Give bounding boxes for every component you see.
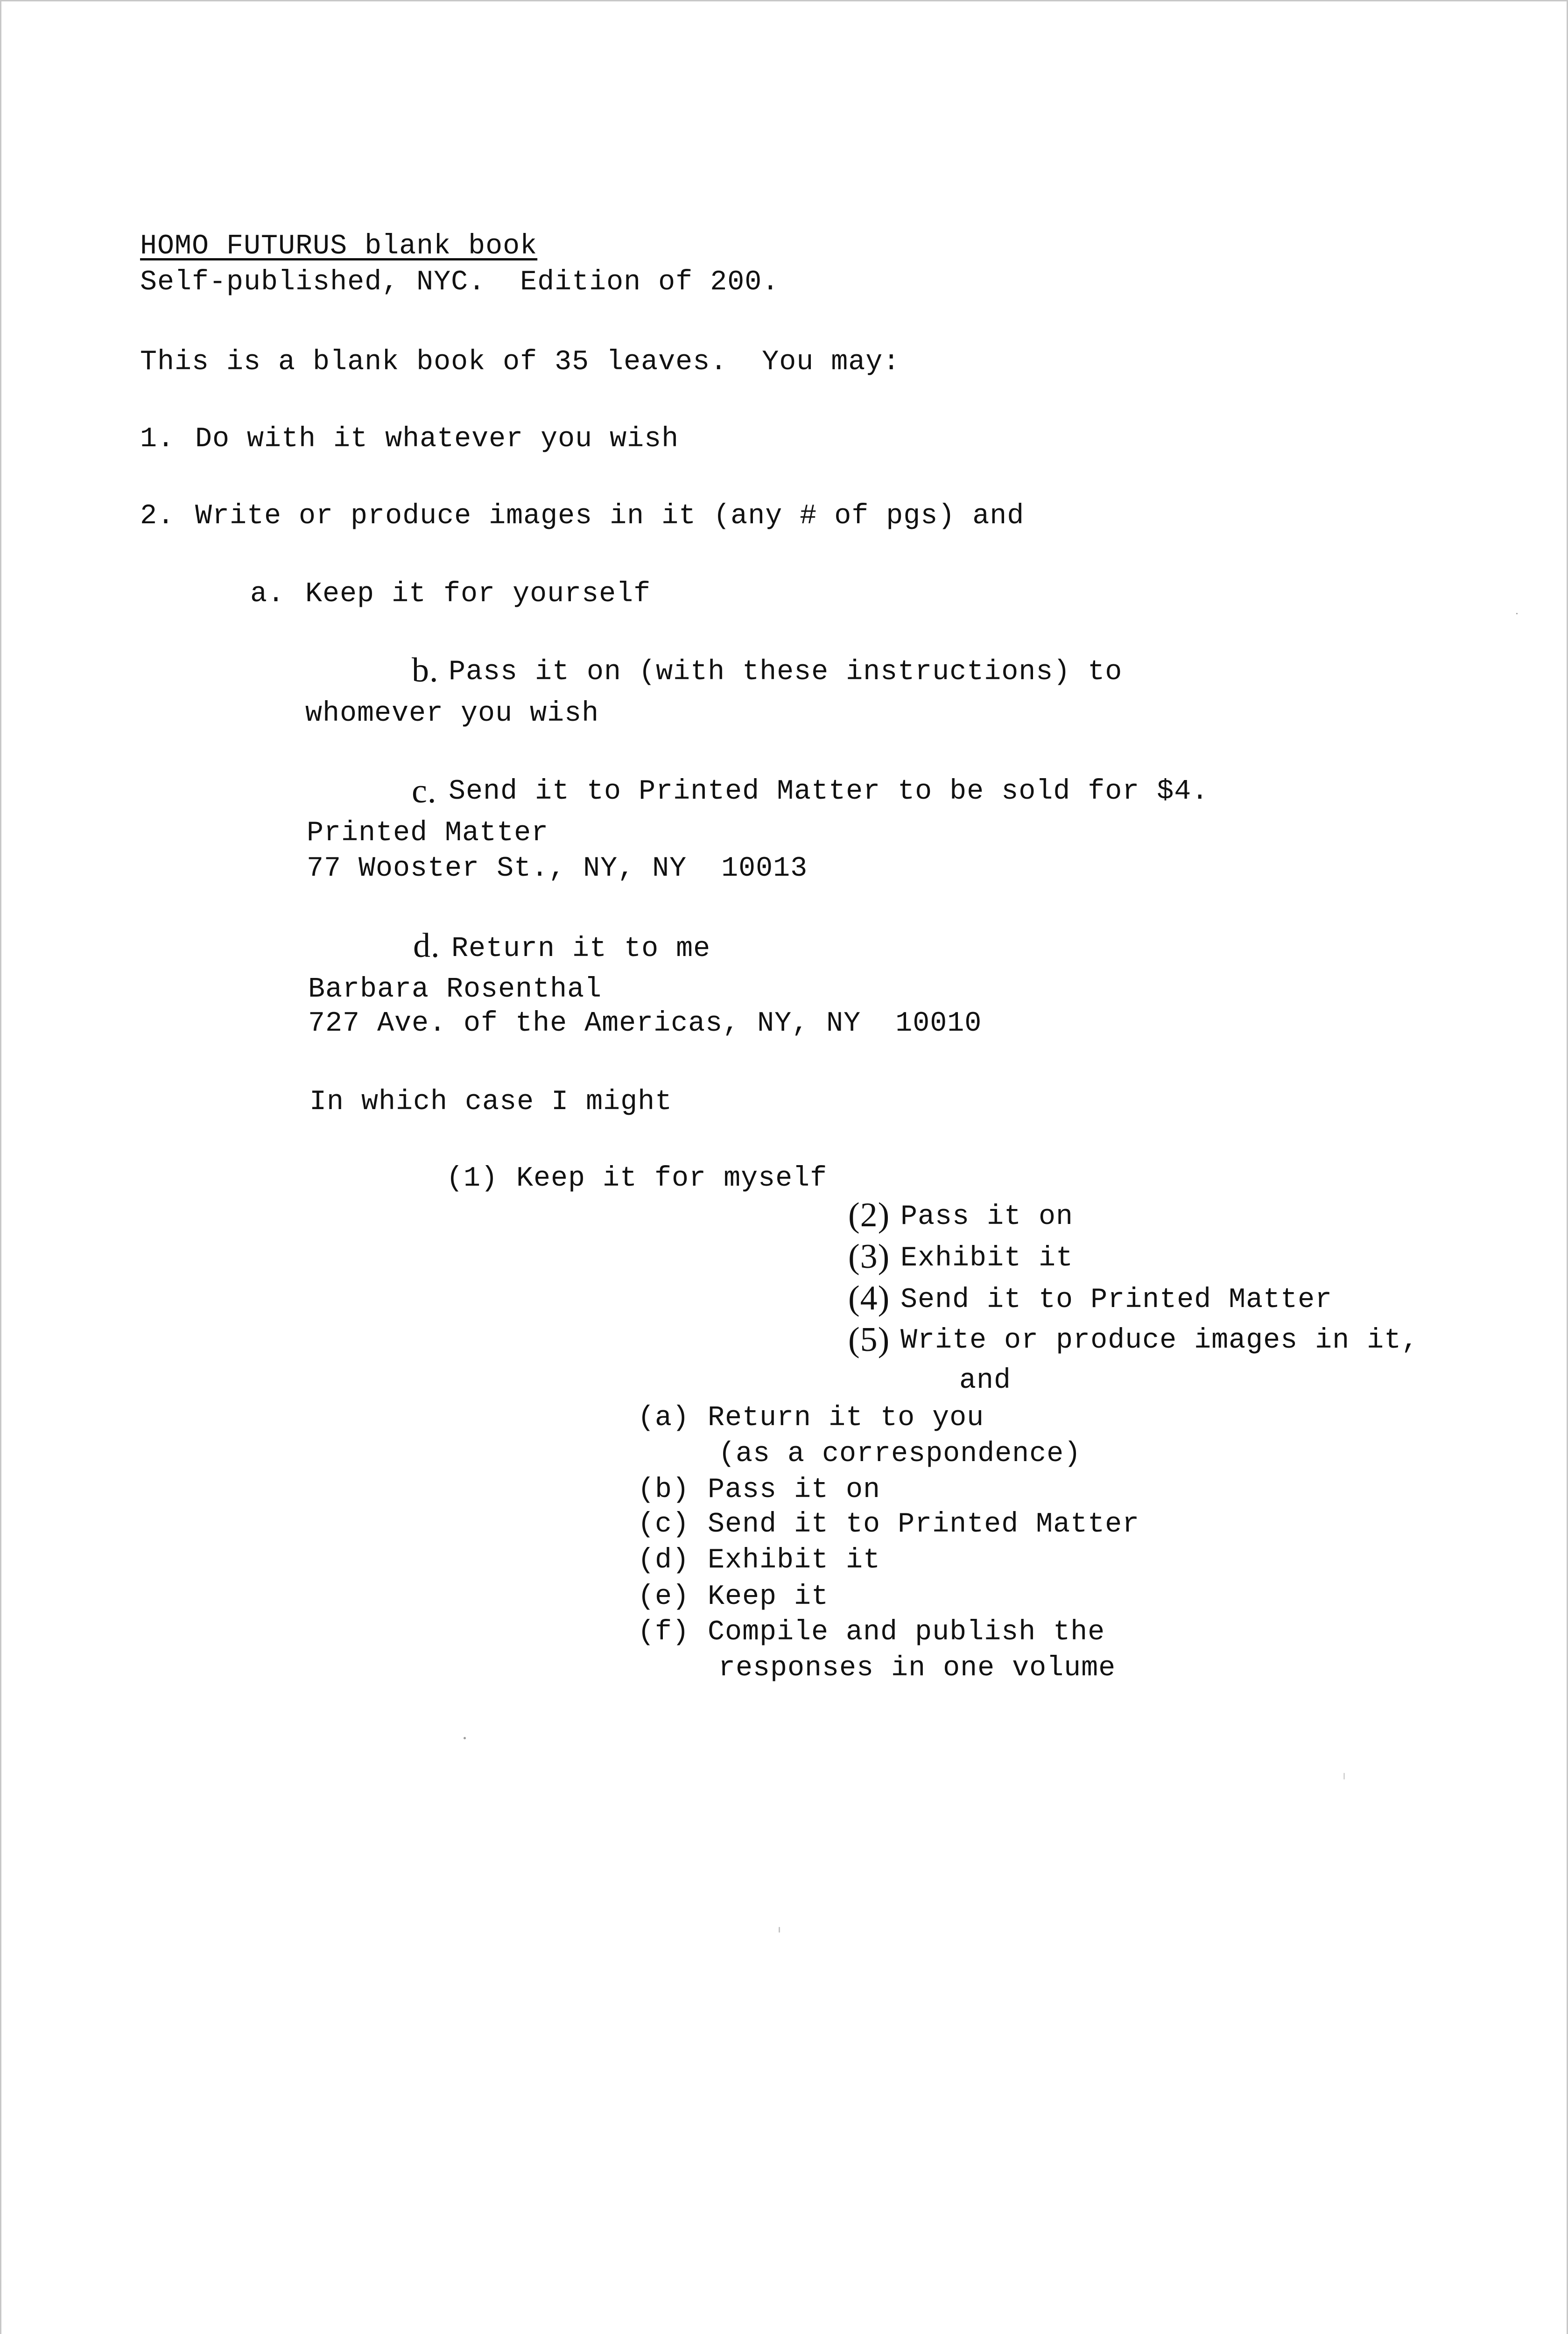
sub-option-c-text: Send it to Printed Matter to be sold for $4. <box>449 776 1209 808</box>
option-1-number: 1. <box>140 423 175 455</box>
publication-info: Self-published, NYC. Edition of 200. <box>140 267 780 298</box>
sub-option-b-text: Pass it on (with these instructions) to <box>449 656 1123 688</box>
final-action-f-letter: (f) <box>638 1617 690 1648</box>
sub-option-b-letter: b. <box>412 651 439 689</box>
author-name: Barbara Rosenthal <box>308 974 602 1005</box>
sub-option-b-continuation: whomever you wish <box>305 698 599 730</box>
my-action-1-number: (1) <box>446 1163 499 1195</box>
my-action-4-number: (4) <box>848 1279 890 1317</box>
my-action-3-number: (3) <box>848 1237 890 1276</box>
document-title: HOMO FUTURUS blank book <box>140 231 538 262</box>
intro-text: This is a blank book of 35 leaves. You may: <box>140 346 900 378</box>
final-action-f-continuation: responses in one volume <box>718 1652 1116 1684</box>
final-action-e-letter: (e) <box>638 1581 690 1613</box>
my-action-1-text: Keep it for myself <box>516 1163 828 1195</box>
paper-speck <box>1343 1773 1345 1779</box>
my-action-5-continuation: and <box>959 1365 1012 1397</box>
final-action-d-letter: (d) <box>638 1545 690 1576</box>
case-intro: In which case I might <box>309 1086 673 1118</box>
my-action-3-text: Exhibit it <box>900 1243 1074 1274</box>
final-action-c-text: Send it to Printed Matter <box>708 1509 1140 1540</box>
paper-speck <box>464 1737 466 1739</box>
sub-option-a-text: Keep it for yourself <box>305 578 651 610</box>
option-2-number: 2. <box>140 500 175 532</box>
final-action-d-text: Exhibit it <box>708 1545 881 1576</box>
my-action-5-number: (5) <box>848 1321 890 1359</box>
printed-matter-address: 77 Wooster St., NY, NY 10013 <box>307 853 808 885</box>
printed-matter-name: Printed Matter <box>307 817 549 849</box>
sub-option-d-text: Return it to me <box>451 933 711 965</box>
final-action-a-continuation: (as a correspondence) <box>718 1438 1082 1470</box>
final-action-e-text: Keep it <box>708 1581 829 1613</box>
option-1-text: Do with it whatever you wish <box>195 423 679 455</box>
sub-option-d-letter: d. <box>413 927 440 965</box>
sub-option-c-letter: c. <box>412 772 437 810</box>
my-action-2-number: (2) <box>848 1196 890 1234</box>
final-action-f-text: Compile and publish the <box>708 1617 1105 1648</box>
final-action-b-text: Pass it on <box>708 1474 881 1506</box>
final-action-a-text: Return it to you <box>708 1402 984 1434</box>
sub-option-a-letter: a. <box>250 578 285 610</box>
final-action-c-letter: (c) <box>638 1509 690 1540</box>
final-action-b-letter: (b) <box>638 1474 690 1506</box>
final-action-a-letter: (a) <box>638 1402 690 1434</box>
paper-speck <box>1516 613 1518 614</box>
option-2-text: Write or produce images in it (any # of pgs) and <box>195 500 1025 532</box>
my-action-5-text: Write or produce images in it, <box>900 1325 1419 1357</box>
my-action-2-text: Pass it on <box>900 1201 1074 1233</box>
paper-speck <box>779 1927 780 1933</box>
author-address: 727 Ave. of the Americas, NY, NY 10010 <box>308 1008 982 1040</box>
my-action-4-text: Send it to Printed Matter <box>900 1284 1333 1316</box>
